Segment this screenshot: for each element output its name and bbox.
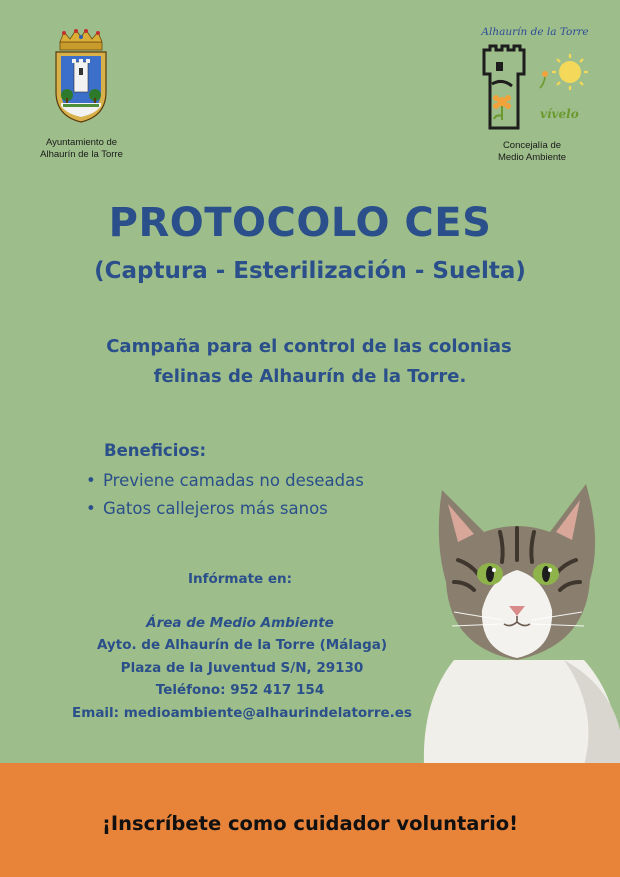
municipal-crest-icon [50,28,112,124]
department-line2: Medio Ambiente [497,152,567,163]
benefits-heading: Beneficios: [104,441,207,460]
benefit-text: Previene camadas no deseadas [103,471,364,490]
info-line-department: Área de Medio Ambiente [146,615,334,631]
benefit-item [86,471,364,490]
municipality-name-line1: Ayuntamiento de [45,137,118,148]
info-line-town-hall: Ayto. de Alhaurín de la Torre (Málaga) [96,637,388,653]
bullet: • [86,499,96,518]
info-line-phone: Teléfono: 952 417 154 [155,682,325,698]
slogan-text: vívelo [540,107,579,121]
volunteer-call-to-action: ¡Inscríbete como cuidador voluntario! [101,812,519,835]
info-line-email: Email: medioambiente@alhaurindelatorre.es [72,705,412,721]
town-script-logo: Alhaurín de la Torre [481,26,589,38]
page-title: PROTOCOLO CES [108,200,492,246]
info-line-address: Plaza de la Juventud S/N, 29130 [120,660,364,676]
benefit-item [86,499,328,518]
municipality-name-line2: Alhaurín de la Torre [40,149,123,160]
department-line1: Concejalía de [502,140,562,151]
cat-photo-icon [414,470,620,765]
campaign-line2: felinas de Alhaurín de la Torre. [153,366,467,387]
info-heading: Infórmate en: [187,571,293,587]
page-subtitle: (Captura - Esterilización - Suelta) [94,258,526,284]
bullet: • [86,471,96,490]
benefit-text: Gatos callejeros más sanos [103,499,328,518]
campaign-line1: Campaña para el control de las colonias [106,336,512,357]
